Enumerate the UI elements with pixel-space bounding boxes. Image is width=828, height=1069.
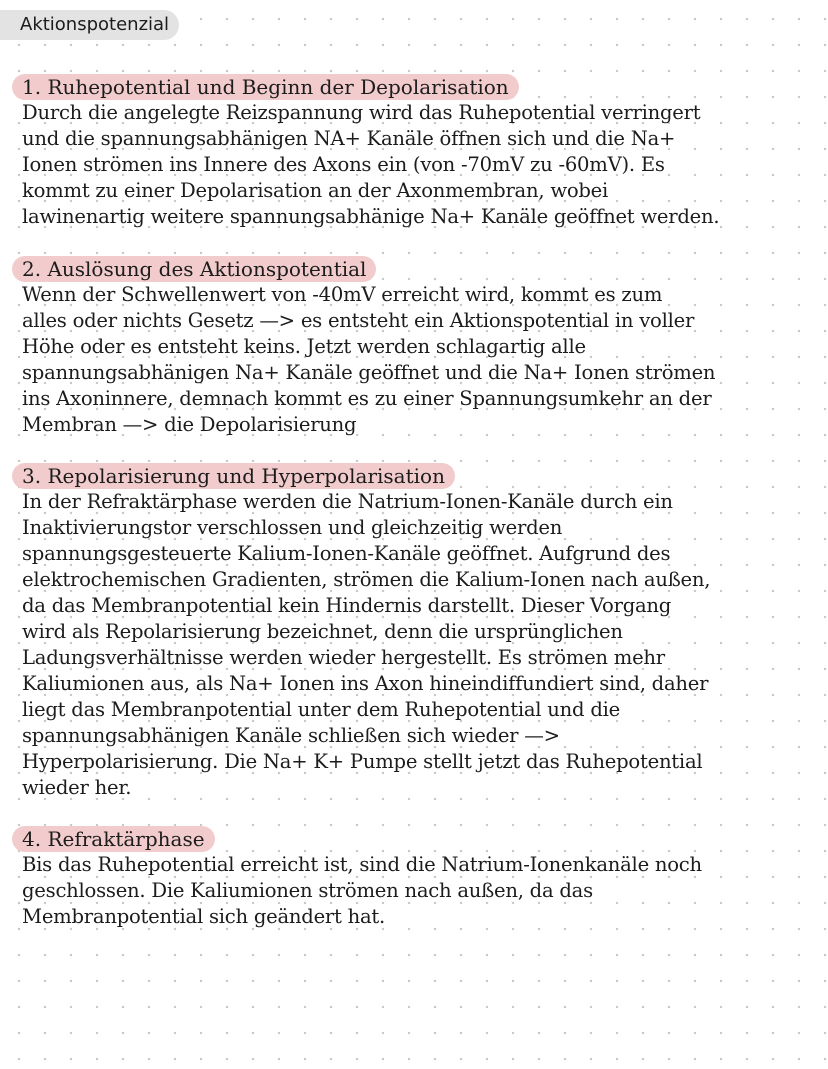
note-title: Aktionspotenzial <box>0 10 179 40</box>
section-body: Bis das Ruhepotential erreicht ist, sind die Natrium-Ionenkanäle noch geschlossen. Die Kaliumionen strömen nach außen, da das Membranpotential sich geändert hat. <box>22 853 702 928</box>
section-heading: 2. Auslösung des Aktionspotential <box>12 256 376 282</box>
section-repolarisierung <box>22 463 822 801</box>
section-heading: 4. Refraktärphase <box>12 826 215 852</box>
section-heading: 3. Repolarisierung und Hyperpolarisation <box>12 463 455 489</box>
section-body: Wenn der Schwellenwert von -40mV erreicht wird, kommt es zum alles oder nichts Gesetz —> es entsteht ein Aktionspotential in voller Höhe oder es entsteht keins. Jetzt werden schlagartig alle spannungsabhänigen Na+ Kanäle geöffnet und die Na+ Ionen strömen ins Axoninnere, demnach kommt es zu einer Spannungsumkehr an der Membran —> die Depolarisierung <box>22 283 716 436</box>
section-heading: 1. Ruhepotential und Beginn der Depolarisation <box>12 74 519 100</box>
section-body: In der Refraktärphase werden die Natrium-Ionen-Kanäle durch ein Inaktivierungstor verschlossen und gleichzeitig werden spannungsgesteuerte Kalium-Ionen-Kanäle geöffnet. Aufgrund des elektrochemischen Gradienten, strömen die Kalium-Ionen nach außen, da das Membranpotential kein Hindernis darstellt. Dieser Vorgang wird als Repolarisierung bezeichnet, denn die ursprünglichen Ladungsverhältnisse werden wieder hergestellt. Es strömen mehr Kaliumionen aus, als Na+ Ionen ins Axon hineindiffundiert sind, daher liegt das Membranpotential unter dem Ruhepotential und die spannungsabhänigen Kanäle schließen sich wieder —> Hyperpolarisierung. Die Na+ K+ Pumpe stellt jetzt das Ruhepotential wieder her. <box>22 490 711 799</box>
section-ausloesung <box>22 256 822 438</box>
section-body: Durch die angelegte Reizspannung wird das Ruhepotential verringert und die spannungsabhänigen NA+ Kanäle öffnen sich und die Na+ Ionen strömen ins Innere des Axons ein (von -70mV zu -60mV). Es kommt zu einer Depolarisation an der Axonmembran, wobei lawinenartig weitere spannungsabhänige Na+ Kanäle geöffnet werden. <box>22 101 720 228</box>
section-refraktaerphase <box>22 826 822 930</box>
section-ruhepotential <box>22 74 822 230</box>
